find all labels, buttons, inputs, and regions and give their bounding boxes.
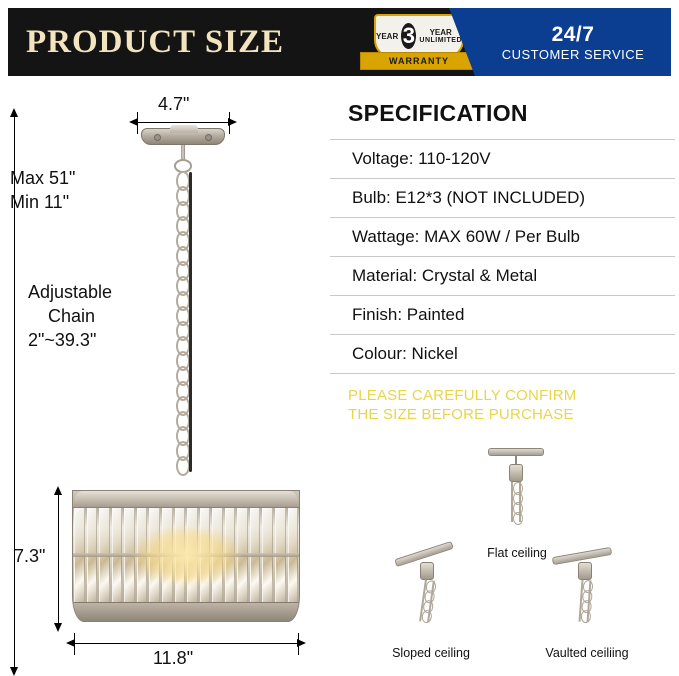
spec-row-wattage: Wattage: MAX 60W / Per Bulb <box>330 218 675 257</box>
sloped-ceiling-label: Sloped ceiling <box>392 646 470 660</box>
specification-list <box>330 139 675 374</box>
power-cord <box>189 172 192 472</box>
top-width-label: 4.7" <box>158 94 190 114</box>
max-height-label: Max 51" <box>10 168 76 188</box>
shade-top-rim <box>73 491 299 508</box>
sloped-ceiling-diagram <box>372 540 490 660</box>
ceiling-canopy <box>141 128 225 145</box>
flat-ceiling-label: Flat ceiling <box>487 546 547 560</box>
vaulted-ceiling-chain <box>579 580 592 623</box>
bulb-glow <box>131 525 243 587</box>
shade-width-label: 11.8" <box>153 648 194 668</box>
adjustable-chain-label-1: Adjustable <box>28 282 113 302</box>
vaulted-ceiling-fixture <box>578 562 592 580</box>
specification-title: SPECIFICATION <box>348 100 528 126</box>
adjustable-chain-label-2: Chain <box>48 306 96 326</box>
ceiling-compatibility-diagrams <box>330 392 675 670</box>
blue-slant-decoration <box>449 8 475 76</box>
header-banner <box>8 8 671 76</box>
vaulted-ceiling-diagram <box>528 540 646 660</box>
badge-year-left: YEAR <box>376 31 399 41</box>
flat-ceiling-plate <box>488 448 544 456</box>
vaulted-ceiling-label: Vaulted ceiliing <box>545 646 629 660</box>
service-hours: 24/7 <box>551 22 595 46</box>
sloped-ceiling-fixture <box>420 562 434 580</box>
spec-row-bulb: Bulb: E12*3 (NOT INCLUDED) <box>330 179 675 218</box>
specification-panel <box>330 92 675 670</box>
spec-row-finish: Finish: Painted <box>330 296 675 335</box>
size-warning-line-2: THE SIZE BEFORE PURCHASE <box>348 406 574 423</box>
min-height-label: Min 11" <box>10 192 70 212</box>
flat-ceiling-chain <box>511 482 521 522</box>
crystal-drum-shade <box>72 490 300 622</box>
flat-ceiling-fixture <box>509 464 523 482</box>
product-diagram-panel <box>0 86 330 670</box>
canopy-screw-left <box>154 134 161 141</box>
canopy-screw-right <box>205 134 212 141</box>
shade-height-label: 7.3" <box>14 546 46 566</box>
adjustable-chain-range: 2"~39.3" <box>28 330 97 350</box>
sloped-ceiling-chain <box>419 580 435 623</box>
pendant-light-illustration <box>0 86 330 670</box>
canopy-bump <box>170 125 198 133</box>
customer-service-block <box>475 8 671 76</box>
badge-warranty-ribbon: WARRANTY <box>360 52 478 70</box>
spec-row-voltage: Voltage: 110-120V <box>330 140 675 179</box>
spec-row-colour: Colour: Nickel <box>330 335 675 374</box>
badge-year-right: YEAR <box>429 28 452 37</box>
page-title: PRODUCT SIZE <box>26 23 285 60</box>
shade-bottom-rim <box>73 602 299 621</box>
spec-row-material: Material: Crystal & Metal <box>330 257 675 296</box>
badge-number: 3 <box>402 23 415 48</box>
service-label: CUSTOMER SERVICE <box>501 46 645 62</box>
size-warning-line-1: PLEASE CAREFULLY CONFIRM <box>348 387 577 404</box>
badge-unlimited: UNLIMITED <box>419 37 462 44</box>
